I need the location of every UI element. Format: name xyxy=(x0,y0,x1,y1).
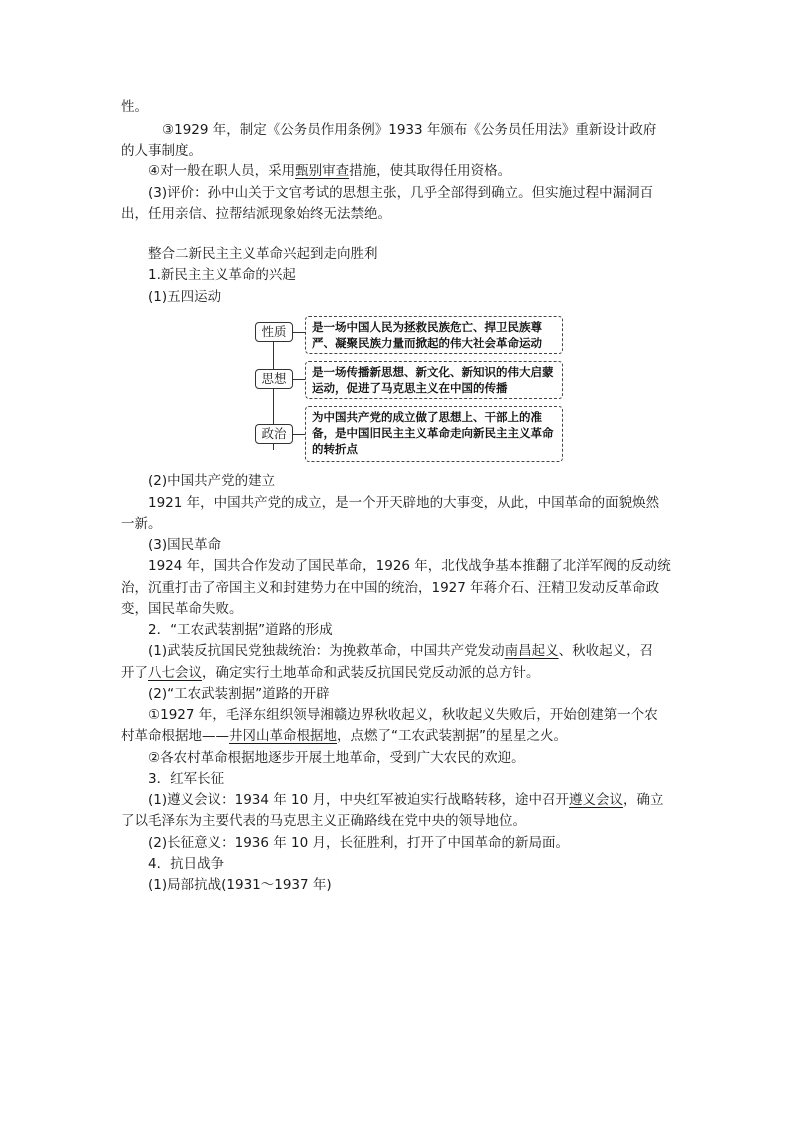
subsection-heading: (2)“工农武装割据”道路的开辟 xyxy=(148,686,330,702)
may-fourth-diagram xyxy=(255,314,571,466)
text-line: (1)武装反抗国民党独裁统治：为挽救革命，中国共产党发动南昌起义、秋收起义，召 xyxy=(148,643,654,659)
diagram-connector xyxy=(292,332,305,333)
text-line: 治，沉重打击了帝国主义和封建势力在中国的统治，1927 年蒋介石、汪精卫发动反革命政 xyxy=(121,580,660,596)
subsection-heading: (1)五四运动 xyxy=(148,289,222,305)
text-line: (2)长征意义：1936 年 10 月，长征胜利，打开了中国革命的新局面。 xyxy=(148,835,570,851)
text-line: 1924 年，国共合作发动了国民革命，1926 年，北伐战争基本推翻了北洋军阀的反动统 xyxy=(148,558,671,574)
diagram-label-politics: 政治 xyxy=(255,424,293,444)
subsection-heading: 4．抗日战争 xyxy=(148,856,225,872)
text-line: 1921 年，中国共产党的成立，是一个开天辟地的大事变，从此，中国革命的面貌焕然 xyxy=(148,495,660,511)
subsection-heading: 2．“工农武装割据”道路的形成 xyxy=(148,622,333,638)
text-line: 性。 xyxy=(121,99,148,115)
diagram-box-thought: 是一场传播新思想、新文化、新知识的伟大启蒙运动，促进了马克思主义在中国的传播 xyxy=(305,361,563,399)
diagram-label-nature: 性质 xyxy=(255,322,293,342)
text-line: ④对一般在职人员，采用甄别审查措施，使其取得任用资格。 xyxy=(148,163,512,179)
text-line: ②各农村革命根据地逐步开展土地革命，受到广大农民的欢迎。 xyxy=(148,750,525,766)
section-heading: 整合二新民主主义革命兴起到走向胜利 xyxy=(148,246,378,262)
subsection-heading: (1)局部抗战(1931～1937 年) xyxy=(148,877,332,893)
text-line: 了以毛泽东为主要代表的马克思主义正确路线在党中央的领导地位。 xyxy=(121,813,526,829)
text-line: ③1929 年，制定《公务员作用条例》1933 年颁布《公务员任用法》重新设计政府 xyxy=(162,122,657,138)
subsection-heading: 1.新民主主义革命的兴起 xyxy=(148,267,296,283)
subsection-heading: 3．红军长征 xyxy=(148,771,225,787)
text-line: 的人事制度。 xyxy=(121,143,202,159)
subsection-heading: (3)国民革命 xyxy=(148,537,222,553)
text-line: 村革命根据地——井冈山革命根据地，点燃了“工农武装割据”的星星之火。 xyxy=(121,728,567,744)
text-line: ①1927 年，毛泽东组织领导湘赣边界秋收起义，秋收起义失败后，开始创建第一个农 xyxy=(148,707,658,723)
diagram-connector xyxy=(292,434,305,435)
diagram-box-politics: 为中国共产党的成立做了思想上、干部上的准备，是中国旧民主主义革命走向新民主主义革命的转折点 xyxy=(305,406,563,462)
diagram-label-thought: 思想 xyxy=(255,369,293,389)
text-line: 出，任用亲信、拉帮结派现象始终无法禁绝。 xyxy=(121,206,391,222)
subsection-heading: (2)中国共产党的建立 xyxy=(148,473,276,489)
text-line: (3)评价：孙中山关于文官考试的思想主张，几乎全部得到确立。但实施过程中漏洞百 xyxy=(148,185,654,201)
text-line: 开了八七会议，确定实行土地革命和武装反抗国民党反动派的总方针。 xyxy=(121,665,540,681)
text-line: 变，国民革命失败。 xyxy=(121,601,243,617)
text-line: 一新。 xyxy=(121,516,162,532)
diagram-connector xyxy=(292,379,305,380)
text-line: (1)遵义会议：1934 年 10 月，中央红军被迫实行战略转移，途中召开遵义会议，确立 xyxy=(148,792,664,808)
diagram-box-nature: 是一场中国人民为拯救民族危亡、捍卫民族尊严、凝聚民族力量而掀起的伟大社会革命运动 xyxy=(305,316,563,354)
